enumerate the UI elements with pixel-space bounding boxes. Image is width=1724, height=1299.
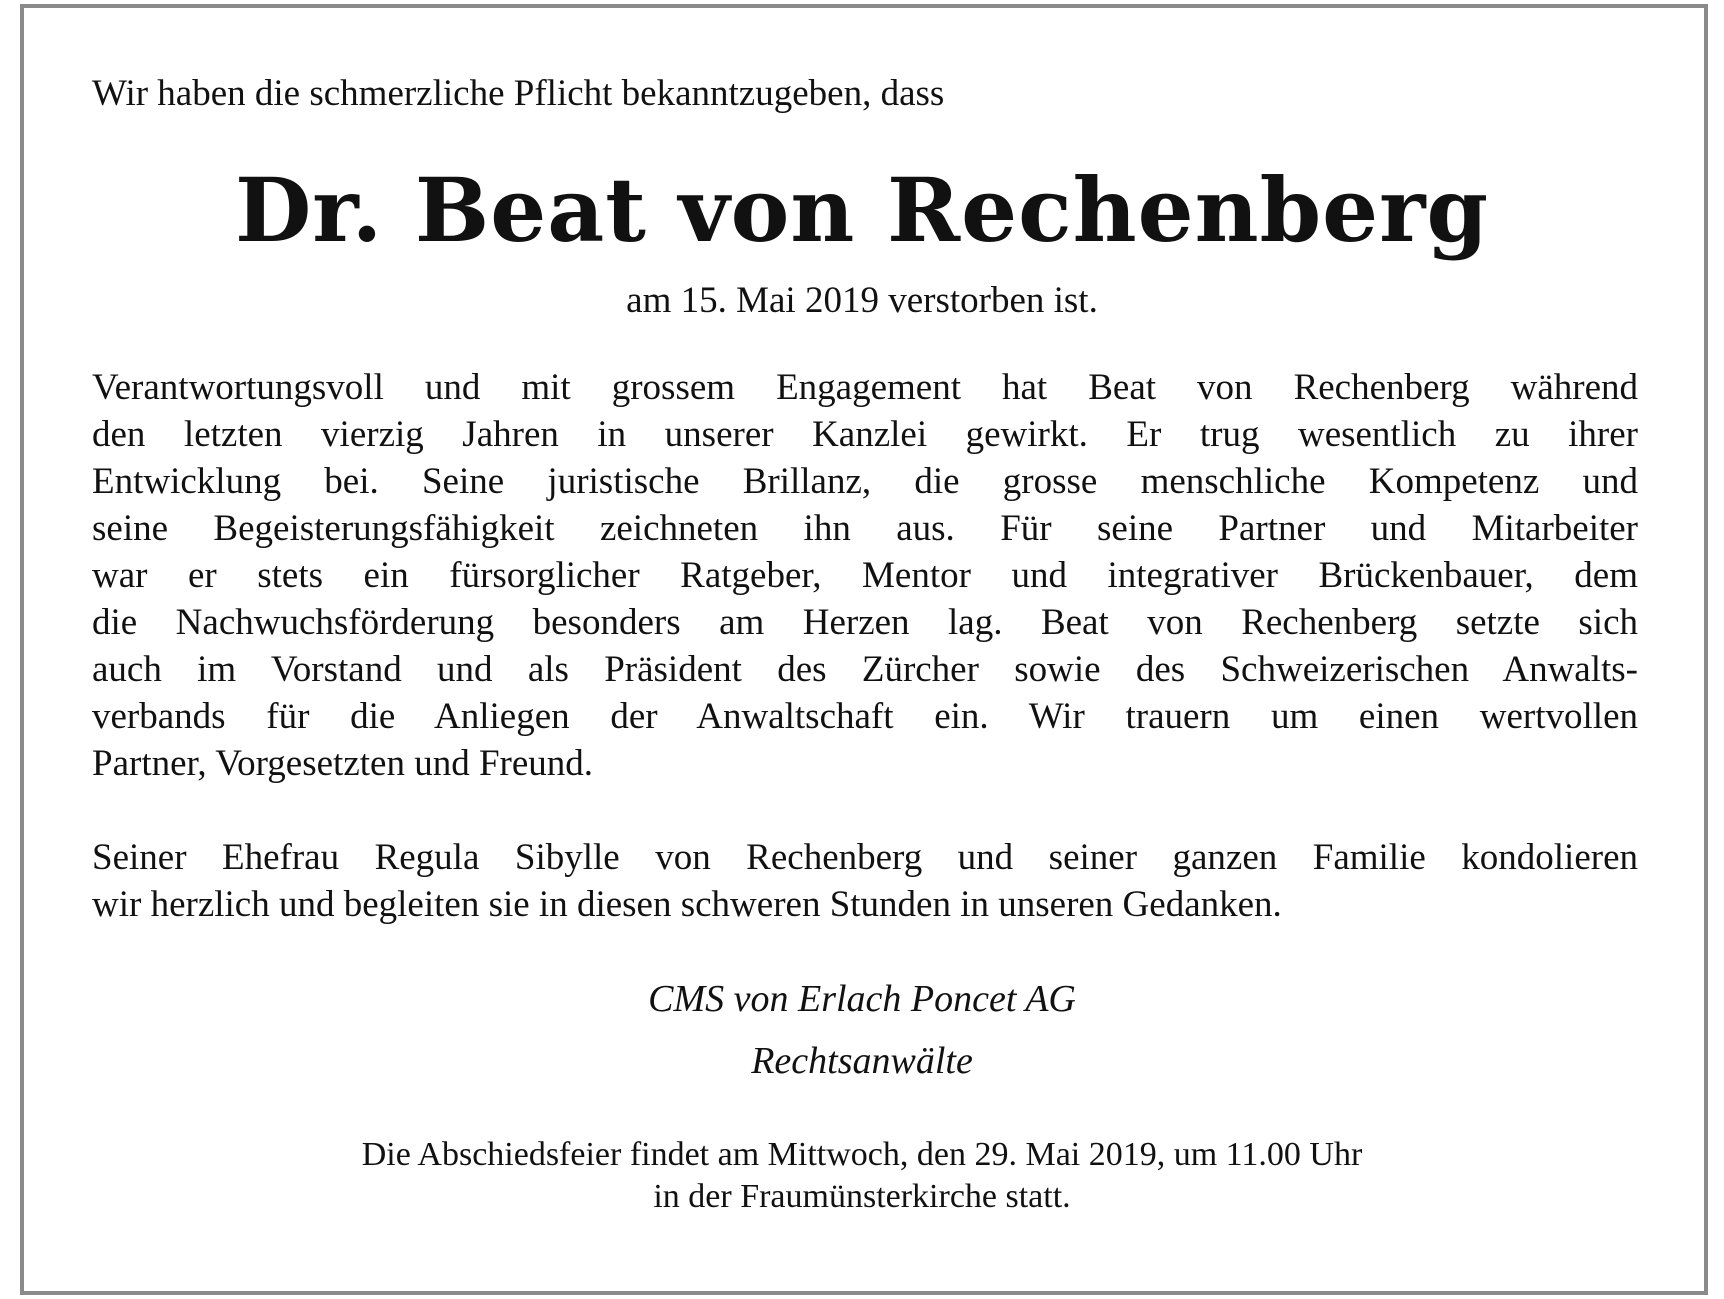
tribute-paragraph xyxy=(92,364,1638,787)
intro-text: Wir haben die schmerzliche Pflicht bekanntzugeben, dass xyxy=(92,73,945,114)
paragraph-line: Entwicklung bei. Seine juristische Brillanz, die grosse menschliche Kompetenz und xyxy=(92,461,1638,502)
paragraph-line: auch im Vorstand und als Präsident des Zürcher sowie des Schweizerischen Anwalts- xyxy=(92,649,1638,690)
paragraph-line: Verantwortungsvoll und mit grossem Engagement hat Beat von Rechenberg während xyxy=(92,367,1638,408)
paragraph-line: Partner, Vorgesetzten und Freund. xyxy=(92,743,594,784)
paragraph-line: den letzten vierzig Jahren in unserer Kanzlei gewirkt. Er trug wesentlich zu ihrer xyxy=(92,414,1638,455)
paragraph-line: war er stets ein fürsorglicher Ratgeber, Mentor und integrativer Brückenbauer, dem xyxy=(92,555,1638,596)
firm-name: CMS von Erlach Poncet AG xyxy=(648,978,1076,1020)
paragraph-line: verbands für die Anliegen der Anwaltschaft ein. Wir trauern um einen wertvollen xyxy=(92,696,1638,737)
paragraph-line: wir herzlich und begleiten sie in diesen schweren Stunden in unseren Gedanken. xyxy=(92,884,1282,925)
firm-subtitle: Rechtsanwälte xyxy=(751,1040,973,1082)
ceremony-line: Die Abschiedsfeier findet am Mittwoch, den 29. Mai 2019, um 11.00 Uhr xyxy=(361,1136,1363,1173)
date-of-death: am 15. Mai 2019 verstorben ist. xyxy=(626,280,1098,321)
paragraph-line: Seiner Ehefrau Regula Sibylle von Rechenberg und seiner ganzen Familie kondolieren xyxy=(92,837,1638,878)
paragraph-line: die Nachwuchsförderung besonders am Herzen lag. Beat von Rechenberg setzte sich xyxy=(92,602,1638,643)
paragraph-line: seine Begeisterungsfähigkeit zeichneten ihn aus. Für seine Partner und Mitarbeiter xyxy=(92,508,1638,549)
deceased-name: Dr. Beat von Rechenberg xyxy=(234,158,1490,262)
ceremony-line: in der Fraumünsterkirche statt. xyxy=(653,1178,1071,1215)
condolence-paragraph xyxy=(92,834,1638,928)
